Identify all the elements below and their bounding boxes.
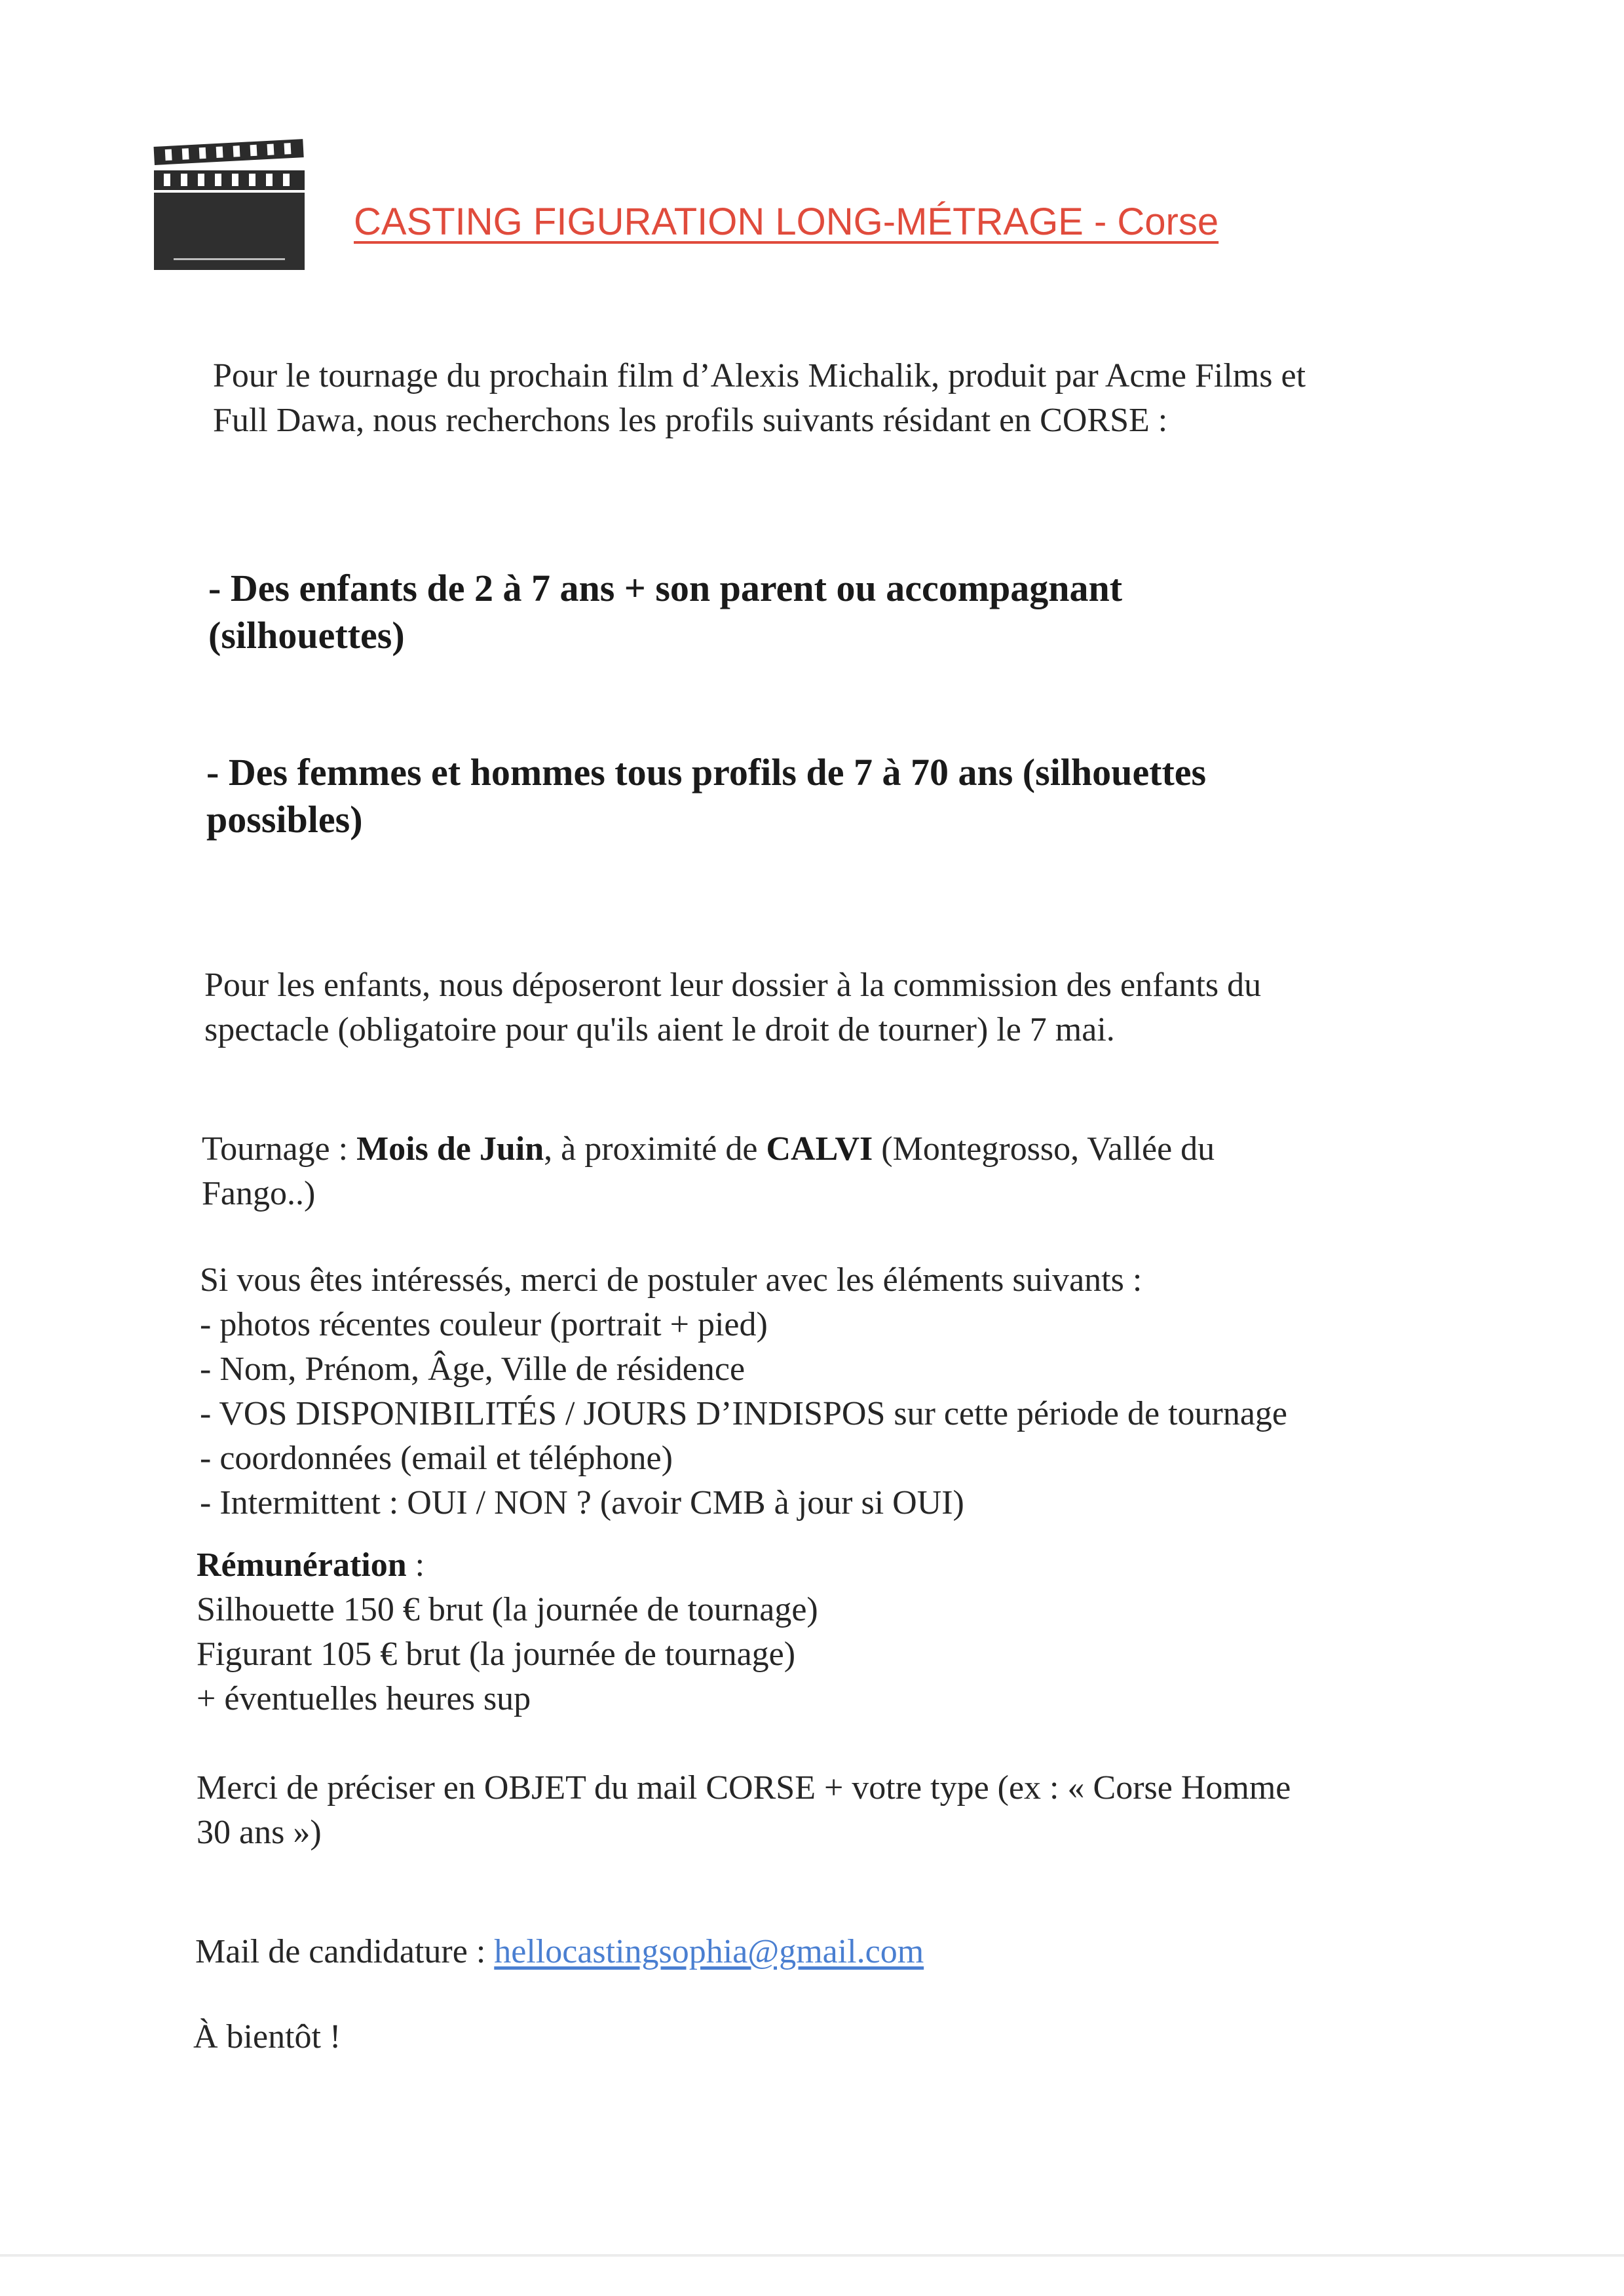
pay-line: Silhouette 150 € brut (la journée de tournage) (197, 1591, 818, 1628)
remuneration-section (197, 1543, 1507, 1721)
profile-children (208, 565, 1519, 659)
shooting-info (202, 1127, 1512, 1216)
shooting-period: Mois de Juin (356, 1130, 544, 1168)
email-link[interactable]: hellocastingsophia@gmail.com (494, 1933, 924, 1970)
requirement-item: - VOS DISPONIBILITÉS / JOURS D’INDISPOS sur cette période de tournage (200, 1395, 1287, 1432)
requirement-item: - Intermittent : OUI / NON ? (avoir CMB à jour si OUI) (200, 1484, 964, 1521)
intro-line-2: Full Dawa, nous recherchons les profils suivants résidant en CORSE : (213, 402, 1168, 439)
children-note-line-2: spectacle (obligatoire pour qu'ils aient le droit de tourner) le 7 mai. (204, 1011, 1115, 1048)
pay-line: + éventuelles heures sup (197, 1680, 531, 1717)
profile-children-line-2: (silhouettes) (208, 614, 405, 657)
requirement-item: - Nom, Prénom, Âge, Ville de résidence (200, 1350, 746, 1388)
document-title: CASTING FIGURATION LONG-MÉTRAGE - Corse (354, 201, 1219, 243)
contact-row (195, 1930, 1505, 1974)
subject-line-1: Merci de préciser en OBJET du mail CORSE + votre type (ex : « Corse Homme (197, 1769, 1291, 1807)
closing-text: À bientôt ! (193, 2018, 341, 2056)
clapperboard-icon (151, 138, 311, 275)
subject-instructions (197, 1766, 1507, 1855)
subject-line-2: 30 ans ») (197, 1814, 322, 1851)
remuneration-heading-colon: : (406, 1546, 425, 1584)
application-requirements (200, 1258, 1510, 1525)
children-note-line-1: Pour les enfants, nous déposeront leur dossier à la commission des enfants du (204, 966, 1262, 1004)
remuneration-heading: Rémunération (197, 1546, 407, 1584)
shooting-line-1 (202, 1127, 1512, 1172)
pay-line: Figurant 105 € brut (la journée de tournage) (197, 1636, 796, 1673)
shooting-suffix: (Montegrosso, Vallée du (873, 1130, 1215, 1168)
shooting-middle: , à proximité de (544, 1130, 766, 1168)
requirement-item: - photos récentes couleur (portrait + pied) (200, 1306, 768, 1343)
profile-adults-line-2: possibles) (206, 798, 363, 841)
profile-adults (206, 749, 1517, 843)
children-note-paragraph (204, 963, 1515, 1052)
profile-adults-line-1: - Des femmes et hommes tous profils de 7 à 70 ans (silhouettes (206, 751, 1207, 794)
intro-line-1: Pour le tournage du prochain film d’Alexis Michalik, produit par Acme Films et (213, 357, 1306, 394)
intro-paragraph (213, 354, 1523, 443)
contact-line (195, 1930, 1505, 1974)
shooting-line-2: Fango..) (202, 1175, 316, 1212)
scan-edge-line (0, 2254, 1624, 2257)
remuneration-heading-line (197, 1543, 1507, 1588)
profile-children-line-1: - Des enfants de 2 à 7 ans + son parent ou accompagnant (208, 567, 1123, 609)
shooting-place: CALVI (766, 1130, 873, 1168)
requirement-item: - coordonnées (email et téléphone) (200, 1440, 673, 1477)
shooting-prefix: Tournage : (202, 1130, 357, 1168)
application-intro: Si vous êtes intéressés, merci de postuler avec les éléments suivants : (200, 1261, 1142, 1299)
contact-label: Mail de candidature : (195, 1933, 495, 1970)
